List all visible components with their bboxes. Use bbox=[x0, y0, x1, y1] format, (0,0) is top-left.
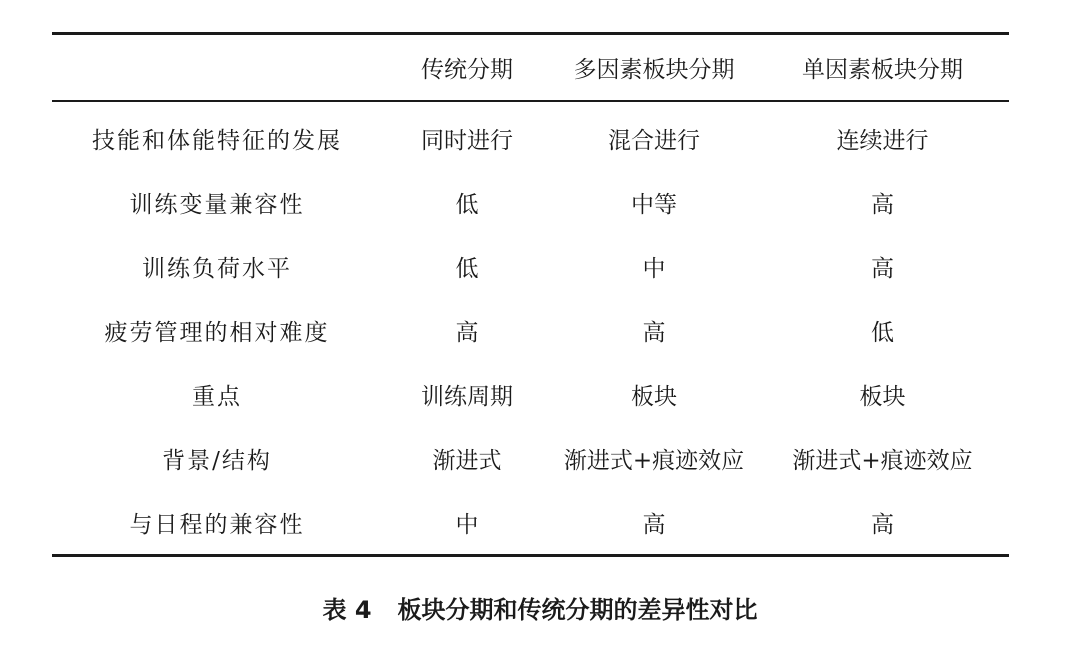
table-cell: 板块 bbox=[859, 383, 906, 410]
row-label: 训练变量兼容性 bbox=[129, 191, 305, 218]
comparison-table-container bbox=[52, 32, 1009, 557]
table-cell: 低 bbox=[871, 319, 894, 346]
table-cell: 低 bbox=[455, 255, 479, 282]
header-cell-traditional: 传统分期 bbox=[421, 57, 513, 83]
table-row bbox=[52, 298, 1009, 362]
table-cell: 中 bbox=[455, 511, 479, 538]
table-row bbox=[52, 490, 1009, 556]
table-cell: 中 bbox=[642, 255, 666, 282]
comparison-table bbox=[52, 32, 1009, 557]
table-cell: 渐进式+痕迹效应 bbox=[792, 447, 973, 474]
table-cell: 板块 bbox=[631, 383, 677, 410]
table-cell: 渐进式+痕迹效应 bbox=[563, 447, 745, 474]
table-row bbox=[52, 101, 1009, 170]
table-cell: 高 bbox=[642, 511, 666, 538]
row-label: 疲劳管理的相对难度 bbox=[104, 319, 330, 346]
table-header-row bbox=[52, 34, 1009, 102]
row-label: 背景/结构 bbox=[162, 447, 272, 474]
table-cell: 高 bbox=[642, 319, 666, 346]
table-cell: 同时进行 bbox=[421, 127, 513, 154]
table-cell: 训练周期 bbox=[421, 383, 513, 410]
table-cell: 高 bbox=[871, 511, 894, 538]
table-row bbox=[52, 234, 1009, 298]
header-cell-multi-factor-block: 多因素板块分期 bbox=[573, 57, 735, 83]
table-cell: 低 bbox=[455, 191, 479, 218]
table-cell: 混合进行 bbox=[608, 127, 700, 154]
table-cell: 高 bbox=[871, 191, 894, 218]
header-cell-empty bbox=[52, 34, 382, 102]
table-cell: 高 bbox=[871, 255, 894, 282]
row-label: 与日程的兼容性 bbox=[129, 511, 305, 538]
table-caption-text: 板块分期和传统分期的差异性对比 bbox=[397, 596, 758, 624]
table-cell: 连续进行 bbox=[836, 127, 929, 154]
table-row bbox=[52, 426, 1009, 490]
table-cell: 渐进式 bbox=[432, 447, 502, 474]
table-caption bbox=[0, 590, 1080, 625]
row-label: 训练负荷水平 bbox=[142, 255, 292, 282]
table-row bbox=[52, 362, 1009, 426]
table-cell: 高 bbox=[455, 319, 479, 346]
table-row bbox=[52, 170, 1009, 234]
header-cell-single-factor-block: 单因素板块分期 bbox=[802, 57, 963, 83]
table-caption-number: 表 4 bbox=[322, 596, 372, 624]
table-cell: 中等 bbox=[631, 191, 677, 218]
row-label: 重点 bbox=[192, 383, 242, 410]
row-label: 技能和体能特征的发展 bbox=[92, 127, 342, 154]
